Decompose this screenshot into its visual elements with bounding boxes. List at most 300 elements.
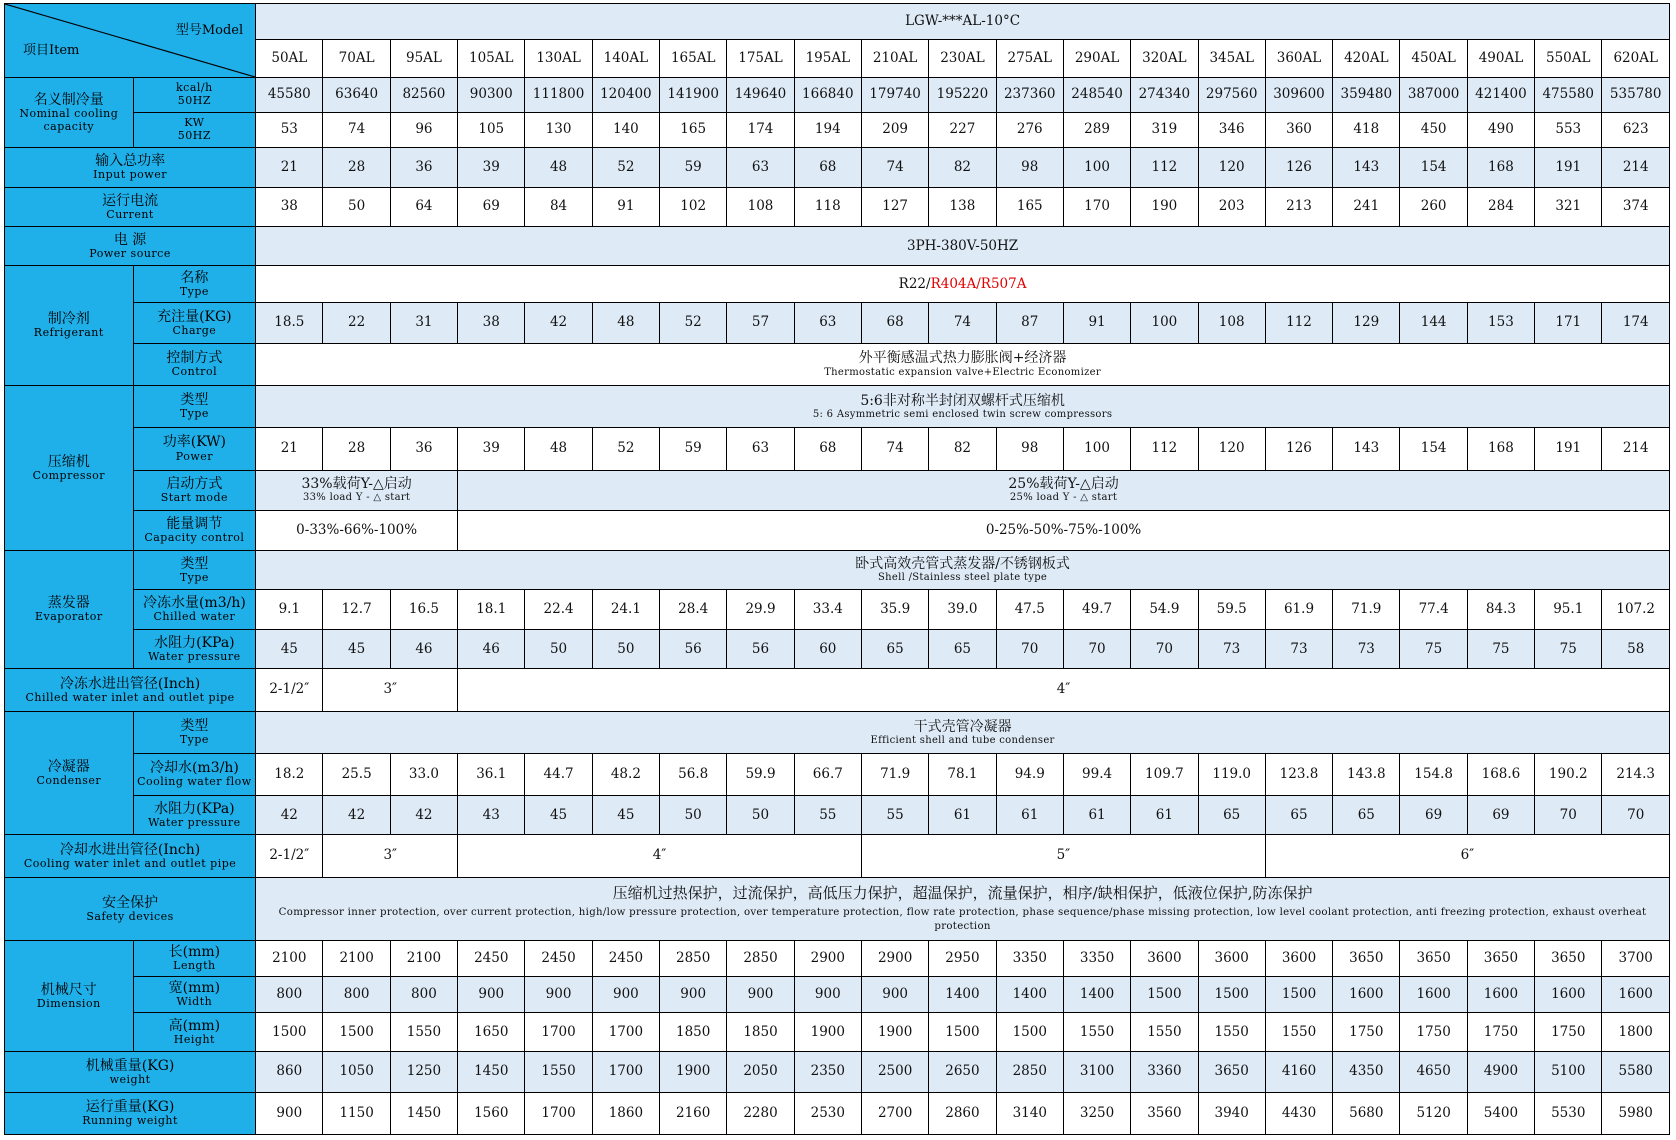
compressor-type-cn: 5:6非对称半封闭双螺杆式压缩机 bbox=[860, 392, 1065, 409]
power-source-cn: 电 源 bbox=[113, 231, 147, 248]
kcal-345AL: 297560 bbox=[1198, 78, 1265, 113]
table-row bbox=[5, 385, 1670, 427]
weight-70AL: 1050 bbox=[323, 1052, 390, 1092]
length-95AL: 2100 bbox=[390, 941, 457, 977]
width-490AL: 1600 bbox=[1467, 977, 1534, 1013]
table-row bbox=[5, 266, 1670, 303]
cond-wp-140AL: 45 bbox=[592, 796, 659, 835]
width-165AL: 900 bbox=[660, 977, 727, 1013]
evaporator-type-cn: 类型 bbox=[180, 555, 209, 572]
height-420AL: 1750 bbox=[1333, 1013, 1400, 1052]
width-140AL: 900 bbox=[592, 977, 659, 1013]
chilled-water-450AL: 77.4 bbox=[1400, 590, 1467, 630]
evap-wp-50AL: 45 bbox=[256, 630, 323, 669]
model-195AL: 195AL bbox=[794, 39, 861, 77]
weight-620AL: 5580 bbox=[1602, 1052, 1670, 1092]
kw-210AL: 209 bbox=[861, 112, 928, 147]
kcal-360AL: 309600 bbox=[1265, 78, 1332, 113]
length-620AL: 3700 bbox=[1602, 941, 1670, 977]
running-weight-105AL: 1560 bbox=[458, 1092, 525, 1134]
refrigerant-control-label bbox=[133, 343, 256, 385]
weight-cn: 机械重量(KG) bbox=[85, 1057, 175, 1074]
length-230AL: 2950 bbox=[929, 941, 996, 977]
charge-360AL: 112 bbox=[1265, 303, 1332, 343]
input-power-175AL: 63 bbox=[727, 147, 794, 187]
corner-header-cell bbox=[5, 4, 256, 78]
evap-wp-345AL: 73 bbox=[1198, 630, 1265, 669]
weight-140AL: 1700 bbox=[592, 1052, 659, 1092]
cooling-pipe-label bbox=[5, 835, 256, 877]
refrigerant-type-cn: 名称 bbox=[180, 269, 209, 286]
running-weight-en: Running weight bbox=[82, 1113, 178, 1127]
current-en: Current bbox=[106, 207, 154, 221]
kw-unit: KW bbox=[184, 116, 205, 130]
table-row bbox=[5, 877, 1670, 940]
charge-620AL: 174 bbox=[1602, 303, 1670, 343]
compressor-power-550AL: 191 bbox=[1535, 428, 1602, 470]
cooling-water-290AL: 99.4 bbox=[1063, 754, 1130, 796]
current-130AL: 84 bbox=[525, 188, 592, 227]
model-50AL: 50AL bbox=[256, 39, 323, 77]
height-70AL: 1500 bbox=[323, 1013, 390, 1052]
model-70AL: 70AL bbox=[323, 39, 390, 77]
compressor-power-130AL: 48 bbox=[525, 428, 592, 470]
chilled-water-210AL: 35.9 bbox=[861, 590, 928, 630]
compressor-power-230AL: 82 bbox=[929, 428, 996, 470]
running-weight-290AL: 3250 bbox=[1063, 1092, 1130, 1134]
table-row bbox=[5, 78, 1670, 113]
current-420AL: 241 bbox=[1333, 188, 1400, 227]
cond-wp-130AL: 45 bbox=[525, 796, 592, 835]
kcal-550AL: 475580 bbox=[1535, 78, 1602, 113]
compressor-power-175AL: 63 bbox=[727, 428, 794, 470]
input-power-en: Input power bbox=[93, 168, 167, 182]
spec-table-wrapper bbox=[4, 3, 1670, 1135]
chilled-pipe-v1: 2-1/2″ bbox=[256, 669, 323, 711]
cond-wp-320AL: 61 bbox=[1131, 796, 1198, 835]
running-weight-360AL: 4430 bbox=[1265, 1092, 1332, 1134]
weight-450AL: 4650 bbox=[1400, 1052, 1467, 1092]
table-row bbox=[5, 977, 1670, 1013]
width-320AL: 1500 bbox=[1131, 977, 1198, 1013]
input-power-275AL: 98 bbox=[996, 147, 1063, 187]
kw-140AL: 140 bbox=[592, 112, 659, 147]
evaporator-label bbox=[5, 550, 134, 668]
length-550AL: 3650 bbox=[1535, 941, 1602, 977]
chilled-water-275AL: 47.5 bbox=[996, 590, 1063, 630]
evap-wp-210AL: 65 bbox=[861, 630, 928, 669]
kw-360AL: 360 bbox=[1265, 112, 1332, 147]
spec-table bbox=[4, 3, 1670, 1135]
current-230AL: 138 bbox=[929, 188, 996, 227]
start-mode-b bbox=[458, 470, 1670, 510]
evap-wp-165AL: 56 bbox=[660, 630, 727, 669]
width-420AL: 1600 bbox=[1333, 977, 1400, 1013]
cooling-water-550AL: 190.2 bbox=[1535, 754, 1602, 796]
table-row bbox=[5, 941, 1670, 977]
chilled-water-360AL: 61.9 bbox=[1265, 590, 1332, 630]
height-175AL: 1850 bbox=[727, 1013, 794, 1052]
width-95AL: 800 bbox=[390, 977, 457, 1013]
table-row bbox=[5, 835, 1670, 877]
weight-320AL: 3360 bbox=[1131, 1052, 1198, 1092]
height-50AL: 1500 bbox=[256, 1013, 323, 1052]
width-70AL: 800 bbox=[323, 977, 390, 1013]
safety-en: Safety devices bbox=[86, 909, 174, 923]
evap-wp-360AL: 73 bbox=[1265, 630, 1332, 669]
refrigerant-label bbox=[5, 266, 134, 386]
capacity-control-cn: 能量调节 bbox=[166, 515, 223, 532]
weight-550AL: 5100 bbox=[1535, 1052, 1602, 1092]
capacity-control-label bbox=[133, 510, 256, 550]
condenser-label bbox=[5, 711, 134, 835]
charge-105AL: 38 bbox=[458, 303, 525, 343]
input-power-50AL: 21 bbox=[256, 147, 323, 187]
height-490AL: 1750 bbox=[1467, 1013, 1534, 1052]
weight-490AL: 4900 bbox=[1467, 1052, 1534, 1092]
length-cn: 长(mm) bbox=[168, 944, 221, 961]
chilled-water-230AL: 39.0 bbox=[929, 590, 996, 630]
chilled-water-105AL: 18.1 bbox=[458, 590, 525, 630]
length-105AL: 2450 bbox=[458, 941, 525, 977]
charge-130AL: 42 bbox=[525, 303, 592, 343]
cooling-water-165AL: 56.8 bbox=[660, 754, 727, 796]
cooling-water-cn: 冷却水(m3/h) bbox=[149, 760, 239, 777]
evap-wp-620AL: 58 bbox=[1602, 630, 1670, 669]
kw-230AL: 227 bbox=[929, 112, 996, 147]
chilled-pipe-cn: 冷冻水进出管径(Inch) bbox=[59, 675, 201, 692]
chilled-water-550AL: 95.1 bbox=[1535, 590, 1602, 630]
kw-130AL: 130 bbox=[525, 112, 592, 147]
table-row bbox=[5, 1052, 1670, 1092]
cond-wp-360AL: 65 bbox=[1265, 796, 1332, 835]
current-345AL: 203 bbox=[1198, 188, 1265, 227]
length-290AL: 3350 bbox=[1063, 941, 1130, 977]
compressor-power-195AL: 68 bbox=[794, 428, 861, 470]
cooling-water-275AL: 94.9 bbox=[996, 754, 1063, 796]
compressor-type-en: 5: 6 Asymmetric semi enclosed twin screw compressors bbox=[812, 408, 1113, 420]
weight-195AL: 2350 bbox=[794, 1052, 861, 1092]
model-620AL: 620AL bbox=[1602, 39, 1670, 77]
control-cn: 控制方式 bbox=[166, 349, 223, 366]
compressor-power-450AL: 154 bbox=[1400, 428, 1467, 470]
width-275AL: 1400 bbox=[996, 977, 1063, 1013]
weight-en: weight bbox=[109, 1072, 151, 1086]
kw-hz: 50HZ bbox=[177, 128, 211, 142]
chilled-pipe-v3: 4″ bbox=[458, 669, 1670, 711]
compressor-power-490AL: 168 bbox=[1467, 428, 1534, 470]
evap-wp-450AL: 75 bbox=[1400, 630, 1467, 669]
cooling-pipe-v1: 2-1/2″ bbox=[256, 835, 323, 877]
cond-wp-230AL: 61 bbox=[929, 796, 996, 835]
cooling-water-620AL: 214.3 bbox=[1602, 754, 1670, 796]
current-175AL: 108 bbox=[727, 188, 794, 227]
width-175AL: 900 bbox=[727, 977, 794, 1013]
compressor-type-value bbox=[256, 385, 1670, 427]
table-row bbox=[5, 711, 1670, 753]
compressor-power-165AL: 59 bbox=[660, 428, 727, 470]
chilled-water-50AL: 9.1 bbox=[256, 590, 323, 630]
evap-wp-420AL: 73 bbox=[1333, 630, 1400, 669]
height-550AL: 1750 bbox=[1535, 1013, 1602, 1052]
table-row bbox=[5, 4, 1670, 40]
height-210AL: 1900 bbox=[861, 1013, 928, 1052]
chilled-water-cn: 冷冻水量(m3/h) bbox=[142, 595, 246, 612]
chilled-water-320AL: 54.9 bbox=[1131, 590, 1198, 630]
cond-wp-450AL: 69 bbox=[1400, 796, 1467, 835]
input-power-230AL: 82 bbox=[929, 147, 996, 187]
charge-290AL: 91 bbox=[1063, 303, 1130, 343]
capacity-control-en: Capacity control bbox=[144, 531, 245, 545]
evap-wp-70AL: 45 bbox=[323, 630, 390, 669]
running-weight-420AL: 5680 bbox=[1333, 1092, 1400, 1134]
charge-195AL: 63 bbox=[794, 303, 861, 343]
cooling-water-450AL: 154.8 bbox=[1400, 754, 1467, 796]
current-195AL: 118 bbox=[794, 188, 861, 227]
cooling-pipe-cn: 冷却水进出管径(Inch) bbox=[59, 841, 201, 858]
refrigerant-charge-label bbox=[133, 303, 256, 343]
cond-wp-50AL: 42 bbox=[256, 796, 323, 835]
item-label: 项目Item bbox=[23, 43, 80, 59]
length-450AL: 3650 bbox=[1400, 941, 1467, 977]
series-title: LGW-***AL-10°C bbox=[256, 4, 1670, 40]
input-power-140AL: 52 bbox=[592, 147, 659, 187]
kcal-230AL: 195220 bbox=[929, 78, 996, 113]
cond-water-pressure-label bbox=[133, 796, 256, 835]
cond-wp-550AL: 70 bbox=[1535, 796, 1602, 835]
cooling-water-175AL: 59.9 bbox=[727, 754, 794, 796]
chilled-water-620AL: 107.2 bbox=[1602, 590, 1670, 630]
height-cn: 高(mm) bbox=[168, 1017, 221, 1034]
kw-95AL: 96 bbox=[390, 112, 457, 147]
input-power-210AL: 74 bbox=[861, 147, 928, 187]
height-275AL: 1500 bbox=[996, 1013, 1063, 1052]
kw-345AL: 346 bbox=[1198, 112, 1265, 147]
evaporator-cn: 蒸发器 bbox=[47, 595, 90, 612]
evap-type-en: Shell /Stainless steel plate type bbox=[878, 572, 1048, 584]
kcal-unit-label bbox=[133, 78, 256, 113]
cond-wp-620AL: 70 bbox=[1602, 796, 1670, 835]
input-power-450AL: 154 bbox=[1400, 147, 1467, 187]
model-490AL: 490AL bbox=[1467, 39, 1534, 77]
compressor-power-275AL: 98 bbox=[996, 428, 1063, 470]
weight-130AL: 1550 bbox=[525, 1052, 592, 1092]
table-row bbox=[5, 754, 1670, 796]
table-row bbox=[5, 669, 1670, 711]
control-value-cn: 外平衡感温式热力膨胀阀+经济器 bbox=[858, 350, 1067, 367]
weight-105AL: 1450 bbox=[458, 1052, 525, 1092]
chilled-water-175AL: 29.9 bbox=[727, 590, 794, 630]
table-row bbox=[5, 470, 1670, 510]
height-620AL: 1800 bbox=[1602, 1013, 1670, 1052]
width-130AL: 900 bbox=[525, 977, 592, 1013]
width-50AL: 800 bbox=[256, 977, 323, 1013]
dimension-label bbox=[5, 941, 134, 1052]
running-weight-320AL: 3560 bbox=[1131, 1092, 1198, 1134]
refrigerant-cn: 制冷剂 bbox=[47, 311, 90, 328]
cooling-water-230AL: 78.1 bbox=[929, 754, 996, 796]
evap-wp-cn: 水阻力(KPa) bbox=[154, 634, 235, 651]
width-195AL: 900 bbox=[794, 977, 861, 1013]
current-label bbox=[5, 188, 256, 227]
length-195AL: 2900 bbox=[794, 941, 861, 977]
evap-type-cn: 卧式高效壳管式蒸发器/不锈钢板式 bbox=[855, 556, 1070, 573]
kw-550AL: 553 bbox=[1535, 112, 1602, 147]
height-360AL: 1550 bbox=[1265, 1013, 1332, 1052]
safety-cn: 安全保护 bbox=[102, 894, 159, 911]
running-weight-490AL: 5400 bbox=[1467, 1092, 1534, 1134]
start-mode-cn: 启动方式 bbox=[166, 475, 223, 492]
refrigerant-control-value bbox=[256, 343, 1670, 385]
model-140AL: 140AL bbox=[592, 39, 659, 77]
charge-320AL: 100 bbox=[1131, 303, 1198, 343]
cooling-pipe-en: Cooling water inlet and outlet pipe bbox=[23, 856, 237, 870]
weight-290AL: 3100 bbox=[1063, 1052, 1130, 1092]
table-row bbox=[5, 1013, 1670, 1052]
input-power-70AL: 28 bbox=[323, 147, 390, 187]
compressor-en: Compressor bbox=[32, 468, 106, 482]
charge-275AL: 87 bbox=[996, 303, 1063, 343]
evap-wp-550AL: 75 bbox=[1535, 630, 1602, 669]
chilled-pipe-v2: 3″ bbox=[323, 669, 458, 711]
table-row bbox=[5, 550, 1670, 589]
safety-label bbox=[5, 877, 256, 940]
evap-water-pressure-label bbox=[133, 630, 256, 669]
model-210AL: 210AL bbox=[861, 39, 928, 77]
kw-unit-label bbox=[133, 112, 256, 147]
input-power-345AL: 120 bbox=[1198, 147, 1265, 187]
input-power-130AL: 48 bbox=[525, 147, 592, 187]
model-320AL: 320AL bbox=[1131, 39, 1198, 77]
kcal-140AL: 120400 bbox=[592, 78, 659, 113]
kw-290AL: 289 bbox=[1063, 112, 1130, 147]
width-360AL: 1500 bbox=[1265, 977, 1332, 1013]
current-550AL: 321 bbox=[1535, 188, 1602, 227]
charge-95AL: 31 bbox=[390, 303, 457, 343]
current-290AL: 170 bbox=[1063, 188, 1130, 227]
chilled-pipe-en: Chilled water inlet and outlet pipe bbox=[25, 690, 235, 704]
compressor-power-290AL: 100 bbox=[1063, 428, 1130, 470]
weight-230AL: 2650 bbox=[929, 1052, 996, 1092]
cond-wp-210AL: 55 bbox=[861, 796, 928, 835]
current-165AL: 102 bbox=[660, 188, 727, 227]
height-140AL: 1700 bbox=[592, 1013, 659, 1052]
running-weight-230AL: 2860 bbox=[929, 1092, 996, 1134]
control-value-en: Thermostatic expansion valve+Electric Economizer bbox=[824, 366, 1101, 378]
charge-450AL: 144 bbox=[1400, 303, 1467, 343]
kcal-unit: kcal/h bbox=[176, 81, 213, 95]
charge-165AL: 52 bbox=[660, 303, 727, 343]
running-weight-210AL: 2700 bbox=[861, 1092, 928, 1134]
kcal-490AL: 421400 bbox=[1467, 78, 1534, 113]
cooling-water-130AL: 44.7 bbox=[525, 754, 592, 796]
evap-wp-140AL: 50 bbox=[592, 630, 659, 669]
chilled-water-140AL: 24.1 bbox=[592, 590, 659, 630]
kw-70AL: 74 bbox=[323, 112, 390, 147]
evap-wp-130AL: 50 bbox=[525, 630, 592, 669]
cooling-cn: 名义制冷量 bbox=[33, 91, 104, 108]
cond-wp-420AL: 65 bbox=[1333, 796, 1400, 835]
compressor-power-210AL: 74 bbox=[861, 428, 928, 470]
kcal-50AL: 45580 bbox=[256, 78, 323, 113]
charge-420AL: 129 bbox=[1333, 303, 1400, 343]
height-130AL: 1700 bbox=[525, 1013, 592, 1052]
compressor-power-en: Power bbox=[175, 449, 213, 463]
compressor-power-105AL: 39 bbox=[458, 428, 525, 470]
input-power-360AL: 126 bbox=[1265, 147, 1332, 187]
evaporator-en: Evaporator bbox=[35, 610, 103, 624]
height-label bbox=[133, 1013, 256, 1052]
start-a-en: 33% load Y - △ start bbox=[302, 492, 411, 504]
current-140AL: 91 bbox=[592, 188, 659, 227]
cooling-pipe-v4: 5″ bbox=[861, 835, 1265, 877]
current-210AL: 127 bbox=[861, 188, 928, 227]
cond-wp-275AL: 61 bbox=[996, 796, 1063, 835]
model-275AL: 275AL bbox=[996, 39, 1063, 77]
compressor-cn: 压缩机 bbox=[47, 453, 90, 470]
charge-50AL: 18.5 bbox=[256, 303, 323, 343]
input-power-label bbox=[5, 147, 256, 187]
compressor-power-320AL: 112 bbox=[1131, 428, 1198, 470]
table-row bbox=[5, 343, 1670, 385]
width-label bbox=[133, 977, 256, 1013]
evaporator-type-label bbox=[133, 550, 256, 589]
chilled-water-290AL: 49.7 bbox=[1063, 590, 1130, 630]
kcal-95AL: 82560 bbox=[390, 78, 457, 113]
model-130AL: 130AL bbox=[525, 39, 592, 77]
height-230AL: 1500 bbox=[929, 1013, 996, 1052]
length-275AL: 3350 bbox=[996, 941, 1063, 977]
evaporator-type-value bbox=[256, 550, 1670, 589]
refrigerant-en: Refrigerant bbox=[33, 326, 104, 340]
charge-210AL: 68 bbox=[861, 303, 928, 343]
compressor-power-95AL: 36 bbox=[390, 428, 457, 470]
capacity-control-a: 0-33%-66%-100% bbox=[256, 510, 458, 550]
running-weight-cn: 运行重量(KG) bbox=[85, 1098, 175, 1115]
table-row bbox=[5, 510, 1670, 550]
kcal-130AL: 111800 bbox=[525, 78, 592, 113]
diagonal-line bbox=[5, 4, 255, 77]
evap-wp-230AL: 65 bbox=[929, 630, 996, 669]
compressor-power-cn: 功率(KW) bbox=[162, 434, 227, 451]
cooling-water-95AL: 33.0 bbox=[390, 754, 457, 796]
chilled-water-165AL: 28.4 bbox=[660, 590, 727, 630]
weight-165AL: 1900 bbox=[660, 1052, 727, 1092]
dimension-cn: 机械尺寸 bbox=[40, 981, 97, 998]
input-power-105AL: 39 bbox=[458, 147, 525, 187]
input-power-620AL: 214 bbox=[1602, 147, 1670, 187]
evap-wp-175AL: 56 bbox=[727, 630, 794, 669]
length-130AL: 2450 bbox=[525, 941, 592, 977]
kw-195AL: 194 bbox=[794, 112, 861, 147]
kcal-275AL: 237360 bbox=[996, 78, 1063, 113]
chilled-pipe-label bbox=[5, 669, 256, 711]
cond-wp-105AL: 43 bbox=[458, 796, 525, 835]
current-275AL: 165 bbox=[996, 188, 1063, 227]
input-power-550AL: 191 bbox=[1535, 147, 1602, 187]
height-en: Height bbox=[173, 1032, 215, 1046]
kcal-450AL: 387000 bbox=[1400, 78, 1467, 113]
evap-wp-275AL: 70 bbox=[996, 630, 1063, 669]
compressor-type-en: Type bbox=[179, 407, 209, 421]
cond-wp-195AL: 55 bbox=[794, 796, 861, 835]
power-source-value: 3PH-380V-50HZ bbox=[256, 227, 1670, 266]
chilled-water-490AL: 84.3 bbox=[1467, 590, 1534, 630]
kw-175AL: 174 bbox=[727, 112, 794, 147]
condenser-type-value bbox=[256, 711, 1670, 753]
safety-value bbox=[256, 877, 1670, 940]
length-label bbox=[133, 941, 256, 977]
